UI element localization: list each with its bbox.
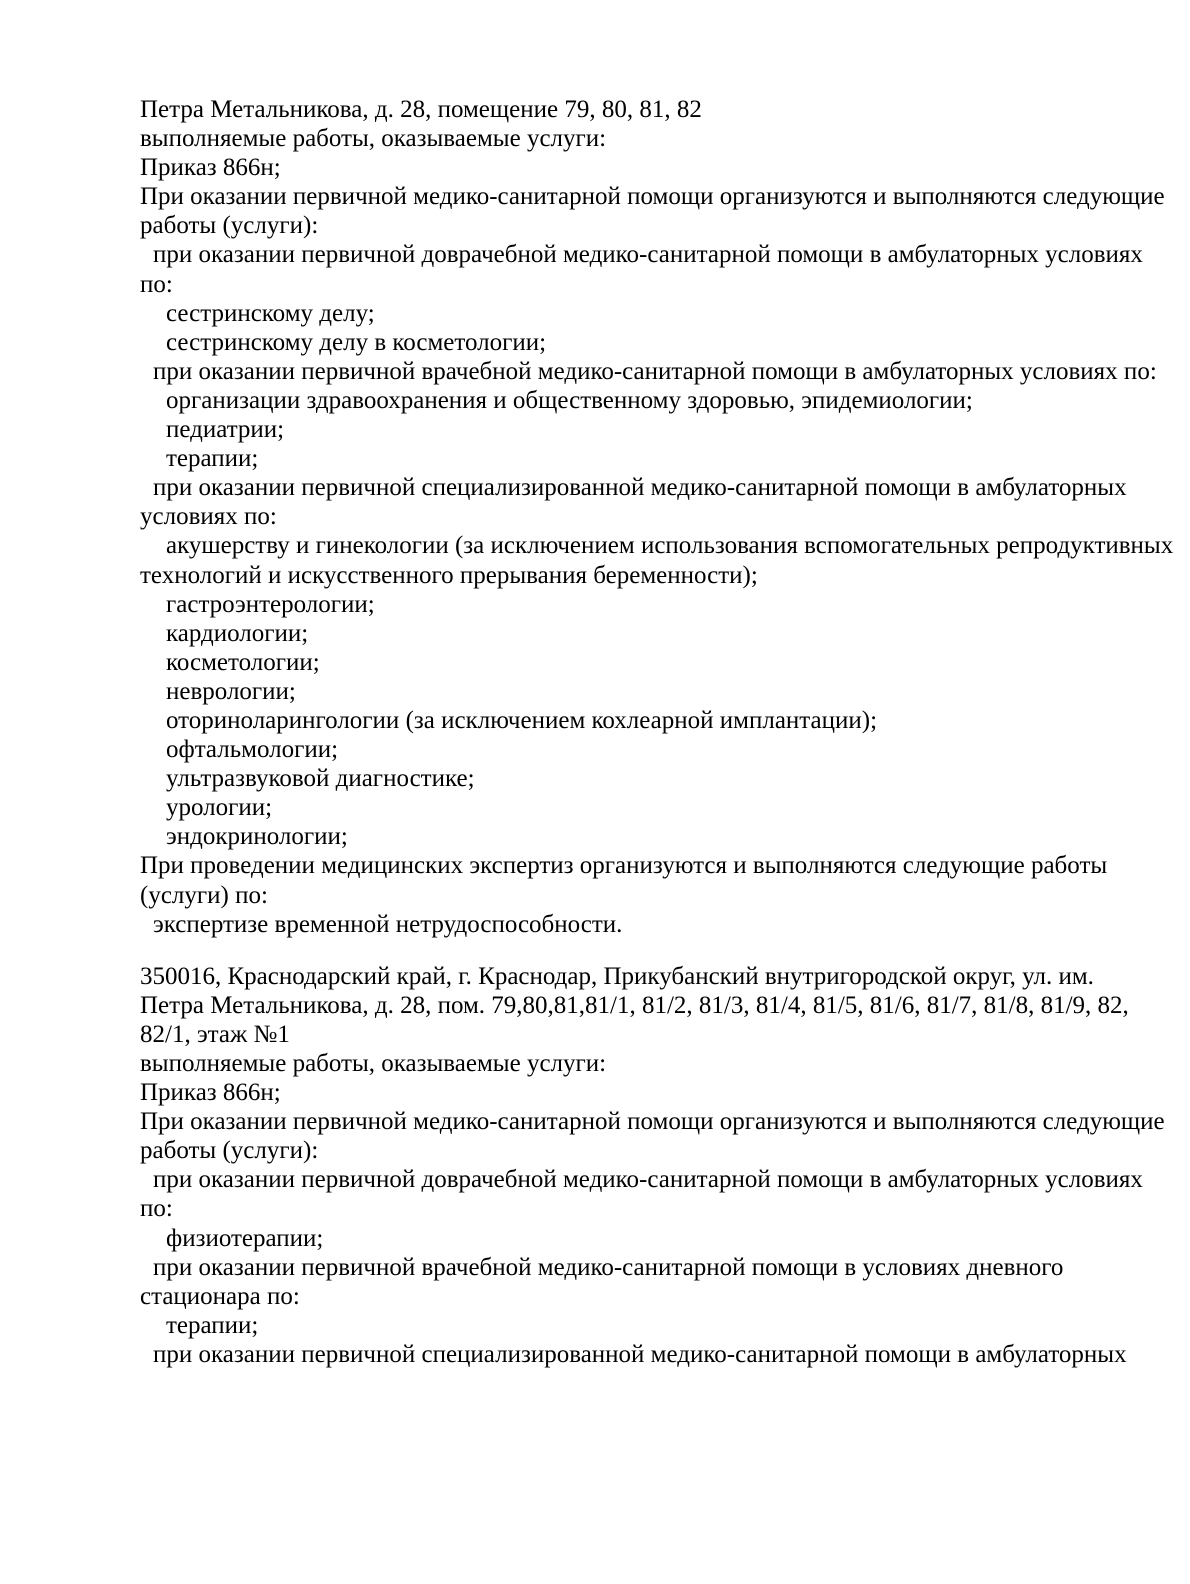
text-line: при оказании первичной доврачебной медико-санитарной помощи в амбулаторных условиях: [153, 241, 1143, 269]
text-line: При оказании первичной медико-санитарной помощи организуются и выполняются следующие: [140, 1108, 1165, 1136]
blank-line: [140, 939, 1125, 962]
text-line: при оказании первичной специализированной медико-санитарной помощи в амбулаторных: [153, 1340, 1127, 1368]
text-line: урологии;: [166, 794, 273, 822]
text-line: (услуги) по:: [140, 881, 268, 909]
text-line: экспертизе временной нетрудоспособности.: [153, 910, 623, 938]
text-line: ультразвуковой диагностике;: [166, 765, 475, 793]
text-line: при оказании первичной специализированной медико-санитарной помощи в амбулаторных: [153, 474, 1127, 502]
text-line: выполняемые работы, оказываемые услуги:: [140, 1050, 607, 1077]
text-line: Приказ 866н;: [140, 1079, 281, 1107]
text-line: неврологии;: [166, 677, 296, 705]
text-line: 350016, Краснодарский край, г. Краснодар, Прикубанский внутригородской округ, ул. им.: [140, 962, 1094, 990]
text-line: при оказании первичной врачебной медико-санитарной помощи в амбулаторных условиях по:: [153, 357, 1157, 385]
text-line: технологий и искусственного прерывания беременности);: [140, 561, 758, 589]
text-line: акушерству и гинекологии (за исключением использования вспомогательных репродуктивных: [166, 532, 1174, 560]
text-line: сестринскому делу в косметологии;: [166, 328, 547, 356]
text-line: Приказ 866н;: [140, 154, 281, 182]
text-line: выполняемые работы, оказываемые услуги:: [140, 125, 607, 153]
text-line: при оказании первичной врачебной медико-санитарной помощи в условиях дневного: [153, 1253, 1064, 1281]
text-line: офтальмологии;: [166, 736, 339, 764]
document-text: [140, 95, 1174, 1369]
text-line: при оказании первичной доврачебной медико-санитарной помощи в амбулаторных условиях: [153, 1166, 1143, 1194]
text-line: кардиологии;: [166, 619, 309, 647]
text-line: 82/1, этаж №1: [140, 1020, 290, 1048]
text-line: физиотерапии;: [166, 1224, 324, 1252]
text-line: терапии;: [166, 1311, 259, 1339]
text-line: стационара по:: [140, 1282, 300, 1310]
text-line: по:: [140, 1195, 173, 1223]
text-line: организации здравоохранения и общественному здоровью, эпидемиологии;: [166, 386, 973, 414]
text-line: терапии;: [166, 445, 259, 473]
text-line: по:: [140, 270, 173, 298]
text-line: работы (услуги):: [140, 1137, 319, 1165]
text-line: работы (услуги):: [140, 212, 319, 240]
text-line: педиатрии;: [166, 416, 285, 444]
text-line: сестринскому делу;: [166, 299, 375, 327]
text-line: косметологии;: [166, 648, 320, 676]
text-line: Петра Метальникова, д. 28, пом. 79,80,81,81/1, 81/2, 81/3, 81/4, 81/5, 81/6, 81/7, 81/8, 81/9, 82,: [140, 991, 1129, 1019]
text-line: При проведении медицинских экспертиз организуются и выполняются следующие работы: [140, 852, 1108, 880]
text-line: оториноларингологии (за исключением кохлеарной имплантации);: [166, 706, 878, 734]
text-line: условиях по:: [140, 503, 277, 531]
text-line: Петра Метальникова, д. 28, помещение 79, 80, 81, 82: [140, 96, 702, 123]
text-line: При оказании первичной медико-санитарной помощи организуются и выполняются следующие: [140, 183, 1165, 211]
text-line: гастроэнтерологии;: [166, 590, 375, 618]
text-line: эндокринологии;: [166, 823, 348, 851]
